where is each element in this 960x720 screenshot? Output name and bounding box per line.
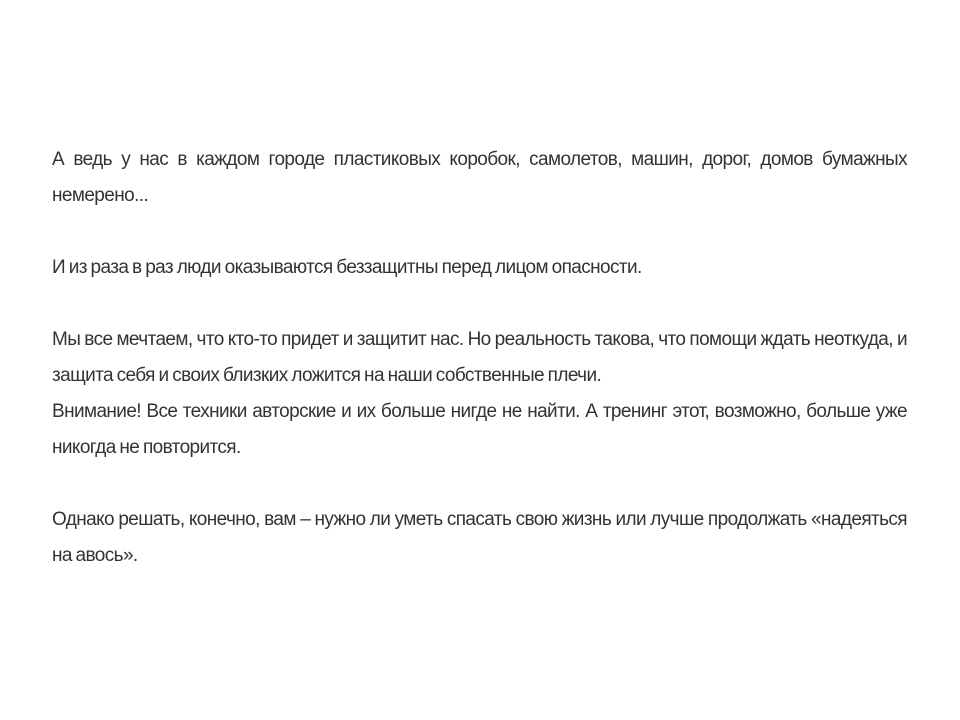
paragraph-defenseless: И из раза в раз люди оказываются беззащитны перед лицом опасности.	[52, 257, 642, 278]
article-body	[52, 142, 907, 574]
paragraph-cities: А ведь у нас в каждом городе пластиковых коробок, самолетов, машин, дорог, домов бумажных немерено...	[52, 149, 907, 206]
paragraph-protection: Мы все мечтаем, что кто-то придет и защитит нас. Но реальность такова, что помощи ждать неоткуда, и защита себя и своих близких ложится на наши собственные плечи.	[52, 329, 907, 386]
paragraph-decision: Однако решать, конечно, вам – нужно ли уметь спасать свою жизнь или лучше продолжать «надеяться на авось».	[52, 509, 907, 566]
paragraph-attention: Внимание! Все техники авторские и их больше нигде не найти. А тренинг этот, возможно, больше уже никогда не повторится.	[52, 401, 907, 458]
